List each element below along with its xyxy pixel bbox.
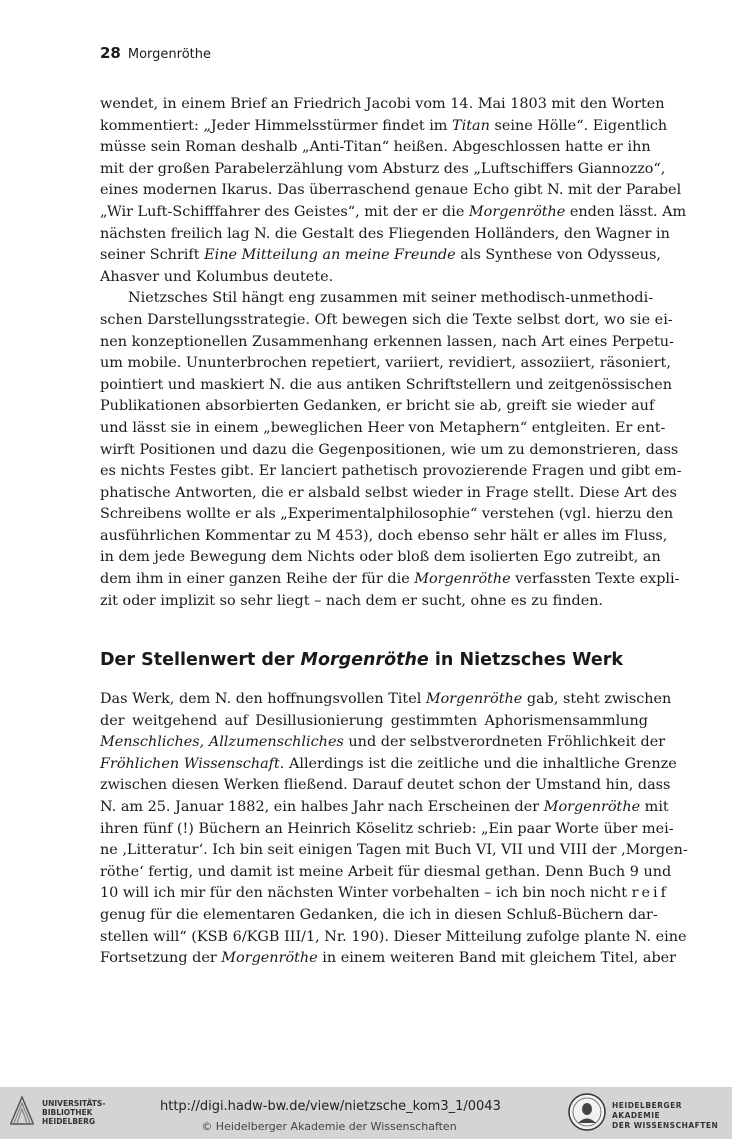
text-line: „Wir Luft-Schifffahrer des Geistes“, mit der er die Morgenröthe enden lässt. Am — [100, 203, 687, 220]
academy-name: HEIDELBERGER AKADEMIE DER WISSENSCHAFTEN — [612, 1101, 719, 1130]
text-line: kommentiert: „Jeder Himmelsstürmer findet im Titan seine Hölle“. Eigentlich — [100, 117, 668, 134]
text-line: dem ihm in einer ganzen Reihe der für die Morgenröthe verfassten Texte expli- — [100, 571, 680, 588]
text-line: nen konzeptionellen Zusammenhang erkennen lassen, nach Art eines Perpetu- — [100, 333, 674, 350]
text-line: eines modernen Ikarus. Das überraschend genaue Echo gibt N. mit der Parabel — [100, 182, 682, 199]
italic-title: Titan — [452, 117, 490, 134]
italic-title: Fröhlichen Wissenschaft — [100, 755, 280, 772]
text-line: um mobile. Ununterbrochen repetiert, variiert, revidiert, assoziiert, räsoniert, — [100, 355, 671, 372]
text-line: röthe‘ fertig, und damit ist meine Arbeit für diesmal gethan. Denn Buch 9 und — [100, 863, 672, 880]
italic-title: Morgenröthe — [425, 691, 523, 707]
text-line: wirft Positionen und dazu die Gegenpositionen, wie um zu demonstrieren, dass — [100, 441, 679, 458]
text-line: Nietzsches Stil hängt eng zusammen mit seiner methodisch-unmethodi- — [128, 290, 654, 307]
library-logo-icon — [8, 1093, 36, 1129]
text-line: genug für die elementaren Gedanken, die ich in diesen Schluß-Büchern dar- — [100, 906, 658, 923]
running-header — [100, 44, 211, 62]
text-line: Fröhlichen Wissenschaft. Allerdings ist die zeitliche und die inhaltliche Grenze — [100, 755, 677, 772]
text-line: 10 will ich mir für den nächsten Winter vorbehalten – ich bin noch nicht reif — [100, 885, 669, 902]
library-name: UNIVERSITÄTS- BIBLIOTHEK HEIDELBERG — [42, 1099, 106, 1126]
text-line: ausführlichen Kommentar zu M 453), doch ebenso sehr hält er alles im Fluss, — [100, 527, 668, 544]
italic-title: Menschliches, Allzumenschliches — [100, 734, 344, 751]
text-line: N. am 25. Januar 1882, ein halbes Jahr nach Erscheinen der Morgenröthe mit — [100, 798, 669, 815]
italic-title: Morgenröthe — [221, 950, 318, 967]
text-line: ne ‚Litteratur‘. Ich bin seit einigen Tagen mit Buch VI, VII und VIII der ‚Morgen- — [100, 842, 688, 859]
text-line: es nichts Festes gibt. Er lanciert pathetisch provozierende Fragen und gibt em- — [100, 463, 682, 480]
text-line: mit der großen Parabelerzählung vom Absturz des „Luftschiffers Giannozzo“, — [100, 160, 666, 177]
text-line: zit oder implizit so sehr liegt – nach dem er sucht, ohne es zu finden. — [100, 592, 604, 609]
copyright-notice: © Heidelberger Akademie der Wissenschaften — [201, 1120, 457, 1133]
page-number: 28 — [100, 44, 121, 62]
text-line: in dem jede Bewegung dem Nichts oder bloß dem isolierten Ego zutreibt, an — [100, 549, 661, 566]
text-line: müsse sein Roman deshalb „Anti-Titan“ heißen. Abgeschlossen hatte er ihn — [100, 139, 651, 156]
italic-title: Morgenröthe — [468, 203, 566, 220]
text-line: zwischen diesen Werken fließend. Darauf deutet schon der Umstand hin, dass — [100, 777, 671, 794]
text-line: stellen will“ (KSB 6/KGB III/1, Nr. 190). Dieser Mitteilung zufolge plante N. eine — [100, 928, 687, 945]
text-line: der weitgehend auf Desillusionierung gestimmten Aphorismensammlung — [100, 712, 648, 729]
text-line: phatische Antworten, die er alsbald selbst wieder in Frage stellt. Diese Art des — [100, 484, 677, 501]
italic-title: Eine Mitteilung an meine Freunde — [204, 247, 456, 264]
italic-title: Morgenröthe — [414, 571, 511, 588]
text-line: schen Darstellungsstrategie. Oft bewegen sich die Texte selbst dort, wo sie ei- — [100, 311, 673, 328]
paragraph-3 — [100, 689, 688, 970]
text-line: nächsten freilich lag N. die Gestalt des Fliegenden Holländers, den Wagner in — [100, 225, 670, 242]
paragraph-1-and-2 — [100, 94, 687, 612]
italic-title: Morgenröthe — [543, 798, 641, 815]
permalink[interactable]: http://digi.hadw-bw.de/view/nietzsche_kom3_1/0043 — [160, 1099, 501, 1114]
text-line: Schreibens wollte er als „Experimentalphilosophie“ verstehen (vgl. hierzu den — [100, 506, 674, 523]
text-line: wendet, in einem Brief an Friedrich Jacobi vom 14. Mai 1803 mit den Worten — [100, 96, 665, 112]
running-title: Morgenröthe — [127, 47, 211, 62]
text-line: Das Werk, dem N. den hoffnungsvollen Titel Morgenröthe gab, steht zwischen — [100, 691, 672, 707]
text-line: Menschliches, Allzumenschliches und der selbstverordneten Fröhlichkeit der — [100, 734, 666, 751]
text-line: pointiert und maskiert N. die aus antiken Schriftstellern und zeitgenössischen — [100, 376, 672, 393]
text-line: Publikationen absorbierten Gedanken, er bricht sie ab, greift sie wieder auf — [100, 398, 655, 415]
academy-seal-icon — [567, 1092, 607, 1132]
text-line: seiner Schrift Eine Mitteilung an meine Freunde als Synthese von Odysseus, — [100, 247, 662, 264]
text-line: ihren fünf (!) Büchern an Heinrich Köselitz schrieb: „Ein paar Worte über mei- — [100, 820, 674, 837]
section-heading: Der Stellenwert der Morgenröthe in Nietzsches Werk — [100, 650, 623, 670]
text-line: Ahasver und Kolumbus deutete. — [100, 268, 334, 285]
text-line: und lässt sie in einem „beweglichen Heer von Metaphern“ entgleiten. Er ent- — [100, 419, 666, 436]
spaced-emphasis: reif — [631, 885, 669, 902]
text-line: Fortsetzung der Morgenröthe in einem weiteren Band mit gleichem Titel, aber — [100, 950, 677, 967]
